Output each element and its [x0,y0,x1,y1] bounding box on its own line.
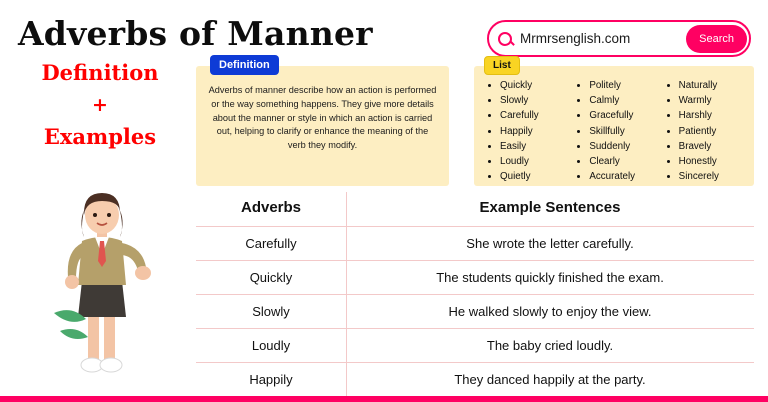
list-item: • Easily [500,139,569,154]
list-item: • Happily [500,124,569,139]
page-title: Adverbs of Manner [18,14,373,53]
left-label-examples: Examples [43,124,157,150]
table-cell-sentence: The baby cried loudly. [486,338,614,353]
table-cell-adverb: Quickly [249,270,293,285]
list-item: • Bravely [679,139,748,154]
table-cell-sentence: They danced happily at the party. [454,372,646,387]
table-cell-adverb: Slowly [252,304,290,319]
list-column-3 [659,78,748,183]
list-item: • Quickly [500,78,569,93]
table-cell-adverb: Loudly [251,338,291,353]
list-item: • Carefully [500,108,569,123]
table-cell-adverb: Carefully [245,236,297,251]
list-item: • Politely [589,78,658,93]
definition-box [196,59,449,186]
definition-tag: Definition [210,55,279,75]
list-item: • Gracefully [589,108,658,123]
definition-text: Adverbs of manner describe how an action is performed or the way something happens. They give more details about the manner or style in which an action is carried out, helping to clarify or enhance the meaning of the verb they modify. [208,85,437,151]
search-input[interactable]: Mrmrsenglish.com [520,31,631,46]
table-header-examples: Example Sentences [479,199,621,216]
search-button[interactable]: Search [686,25,747,53]
list-item: • Honestly [679,154,748,169]
list-item: • Suddenly [589,139,658,154]
list-item: • Clearly [589,154,658,169]
list-item: • Skillfully [589,124,658,139]
table-cell-sentence: He walked slowly to enjoy the view. [448,304,652,319]
table-column-divider [346,192,347,396]
table-row [196,363,754,396]
search-icon [498,32,512,46]
table-cell-sentence: She wrote the letter carefully. [466,236,634,251]
list-item: • Loudly [500,154,569,169]
table-row [196,261,754,295]
list-item: • Accurately [589,169,658,184]
search-bar[interactable] [487,20,751,57]
list-item: • Slowly [500,93,569,108]
table-row [196,227,754,261]
left-label-plus: + [92,94,108,117]
table-header-row [196,192,754,227]
left-heading-block [10,62,190,148]
examples-table [196,192,754,396]
table-row [196,295,754,329]
list-column-2 [569,78,658,183]
list-item: • Sincerely [679,169,748,184]
table-cell-sentence: The students quickly finished the exam. [436,270,664,285]
table-row [196,329,754,363]
list-item: • Naturally [679,78,748,93]
table-cell-adverb: Happily [249,372,293,387]
list-item: • Harshly [679,108,748,123]
teacher-illustration [42,185,162,385]
list-tag: List [484,56,520,75]
list-item: • Calmly [589,93,658,108]
list-item: • Warmly [679,93,748,108]
list-item: • Patiently [679,124,748,139]
list-column-1 [480,78,569,183]
left-label-definition: Definition [41,60,159,85]
list-item: • Quietly [500,169,569,184]
table-header-adverbs: Adverbs [240,199,302,216]
list-box [474,60,754,186]
